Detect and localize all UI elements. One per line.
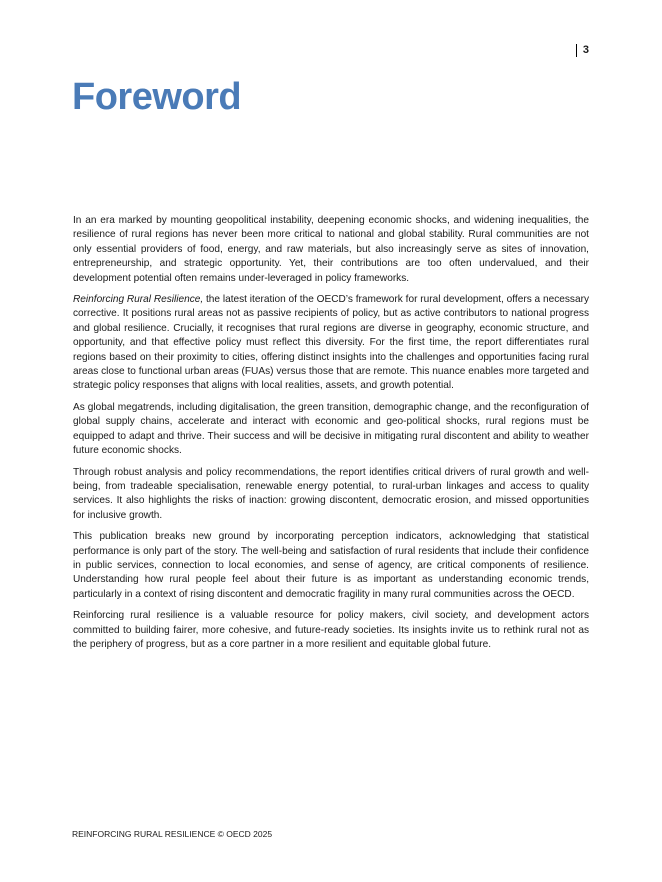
paragraph-1-text: In an era marked by mounting geopolitical instability, deepening economic shocks, and widening inequalities, the resilience of rural regions has never been more critical to national and global stability. Rural communities are not only essential providers of food, energy, and raw materials, but also increasingly serve as sites of innovation, entrepreneurship, and strategic opportunity. Yet, their contributions are too often undervalued, and their development potential often remains under-leveraged in policy frameworks.: [73, 215, 589, 284]
paragraph-4: [73, 466, 589, 524]
paragraph-3-text: As global megatrends, including digitalisation, the green transition, demographic change, and the reconfiguration of global supply chains, accelerate and interact with economic and geo-political shocks, rural regions must be equipped to adapt and thrive. Their success and will be decisive in mitigating rural discontent and ability to weather future economic shocks.: [73, 401, 589, 457]
page-number: 3: [576, 44, 589, 57]
paragraph-5-text: This publication breaks new ground by incorporating perception indicators, acknowledging that statistical performance is only part of the story. The well-being and satisfaction of rural residents that include their confidence in public services, connection to local economies, and sense of agency, are critical components of resilience. Understanding how rural people feel about their future is as important as understanding economic trends, particularly in a context of rising discontent and democratic fragility in many rural communities across the OECD.: [73, 531, 589, 600]
paragraph-6-text: Reinforcing rural resilience is a valuable resource for policy makers, civil society, and development actors committed to building fairer, more cohesive, and future-ready societies. Its insights invite us to rethink rural not as the periphery of progress, but as a core partner in a more resilient and equitable global future.: [73, 610, 589, 650]
page-title: Foreword: [72, 76, 242, 118]
footer: REINFORCING RURAL RESILIENCE © OECD 2025: [72, 829, 273, 839]
paragraph-1: [73, 214, 589, 286]
paragraph-2: [73, 293, 589, 394]
paragraph-2-text: the latest iteration of the OECD’s framework for rural development, offers a necessary corrective. It positions rural areas not as passive recipients of policy, but as active contributors to national progress and global resilience. Crucially, it recognises that rural regions are diverse in geography, economic structure, and opportunity, and that effective policy must reflect this diversity. For the first time, the report differentiates rural regions based on their proximity to cities, offering distinct insights into the challenges and opportunities facing rural areas close to functional urban areas (FUAs) versus those that are remote. This nuance enables more targeted and strategic policy responses that aligns with local realities, assets, and growth potential.: [73, 294, 589, 392]
body-text: [73, 214, 589, 659]
paragraph-6: [73, 609, 589, 652]
paragraph-3: [73, 401, 589, 459]
paragraph-4-text: Through robust analysis and policy recommendations, the report identifies critical drivers of rural growth and well-being, from tradeable specialisation, renewable energy potential, to rural-urban linkages and access to quality services. It also highlights the risks of inaction: growing discontent, democratic erosion, and missed opportunities for inclusive growth.: [73, 466, 589, 521]
paragraph-2-italic-lead: Reinforcing Rural Resilience,: [73, 294, 204, 306]
paragraph-5: [73, 530, 589, 602]
